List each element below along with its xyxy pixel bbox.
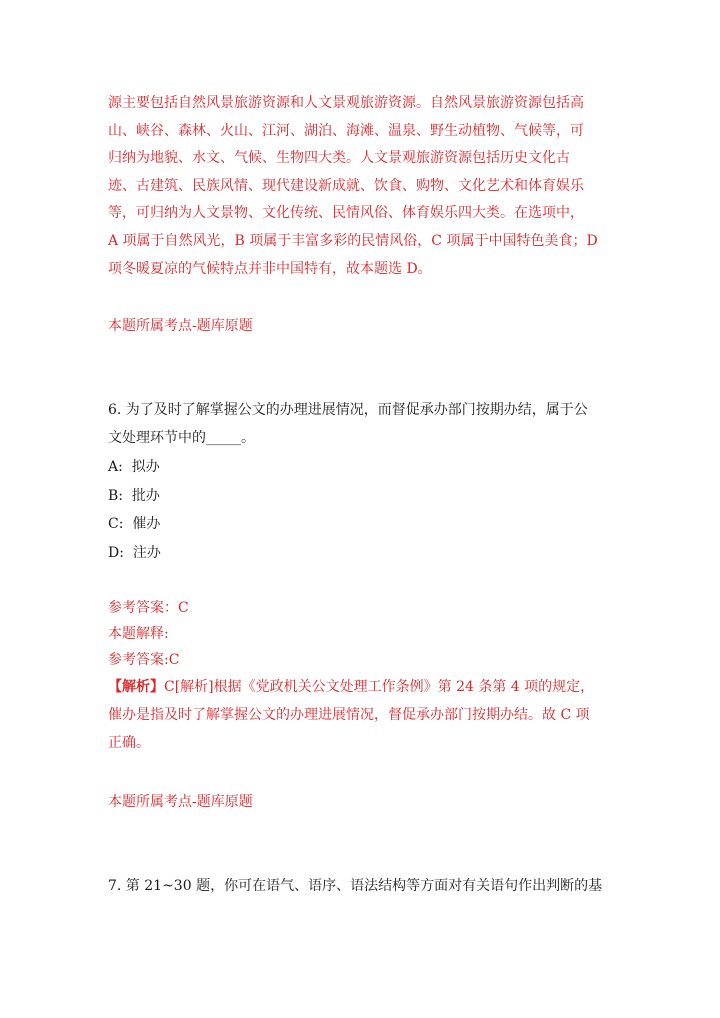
- question-6-block: [108, 397, 613, 567]
- analysis-bracket: 【解析】: [108, 679, 164, 696]
- option-key: D:: [108, 544, 124, 561]
- option-text: 批办: [131, 487, 160, 504]
- answer-label-repeat: 参考答案:C: [108, 652, 180, 669]
- explanation-line: 等，可归纳为人文景物、文化传统、民情风俗、体育娱乐四大类。在选项中，: [108, 205, 584, 222]
- option-key: B:: [108, 487, 124, 504]
- analysis-line: [108, 673, 613, 701]
- question-7-block: [108, 873, 613, 901]
- option-text: 催办: [132, 516, 161, 533]
- analysis-text: C[解析]根据《党政机关公文处理工作条例》第 24 条第 4 项的规定，: [164, 679, 595, 696]
- document-page: [108, 90, 613, 901]
- source-label: 本题所属考点-题库原题: [108, 318, 253, 335]
- option-text: 注办: [132, 544, 161, 561]
- option-b: [108, 482, 613, 511]
- option-a: [108, 453, 613, 482]
- option-key: A:: [108, 459, 123, 476]
- explanation-5-block: [108, 90, 613, 283]
- explanation-line: 归纳为地貌、水文、气候、生物四大类。人文景观旅游资源包括历史文化古: [108, 150, 570, 167]
- option-d: [108, 539, 613, 568]
- analysis-line: 正确。: [108, 735, 150, 752]
- explanation-line: 项冬暖夏凉的气候特点并非中国特有，故本题选 D。: [108, 260, 432, 277]
- answer-6-block: [108, 595, 613, 757]
- question-stem-line: 6. 为了及时了解掌握公文的办理进展情况，而督促承办部门按期办结，属于公: [108, 402, 588, 419]
- option-c: [108, 510, 613, 539]
- explanation-line: A 项属于自然风光，B 项属于丰富多彩的民情风俗，C 项属于中国特色美食；D: [108, 232, 598, 249]
- option-text: 拟办: [131, 459, 160, 476]
- option-key: C:: [108, 516, 124, 533]
- explanation-line: 山、峡谷、森林、火山、江河、湖泊、海滩、温泉、野生动植物、气候等，可: [108, 122, 584, 139]
- answer-label: 参考答案：C: [108, 600, 189, 617]
- explanation-line: 迹、古建筑、民族风情、现代建设新成就、饮食、购物、文化艺术和体育娱乐: [108, 177, 584, 194]
- question-stem-line: 文处理环节中的_____。: [108, 429, 255, 446]
- explanation-line: 源主要包括自然风景旅游资源和人文景观旅游资源。自然风景旅游资源包括高: [108, 95, 584, 111]
- source-label: 本题所属考点-题库原题: [108, 794, 253, 811]
- explanation-label: 本题解释:: [108, 626, 169, 643]
- analysis-line: 催办是指及时了解掌握公文的办理进展情况，督促承办部门按期办结。故 C 项: [108, 707, 590, 724]
- question-stem-line: 7. 第 21~30 题，你可在语气、语序、语法结构等方面对有关语句作出判断的基: [108, 878, 603, 895]
